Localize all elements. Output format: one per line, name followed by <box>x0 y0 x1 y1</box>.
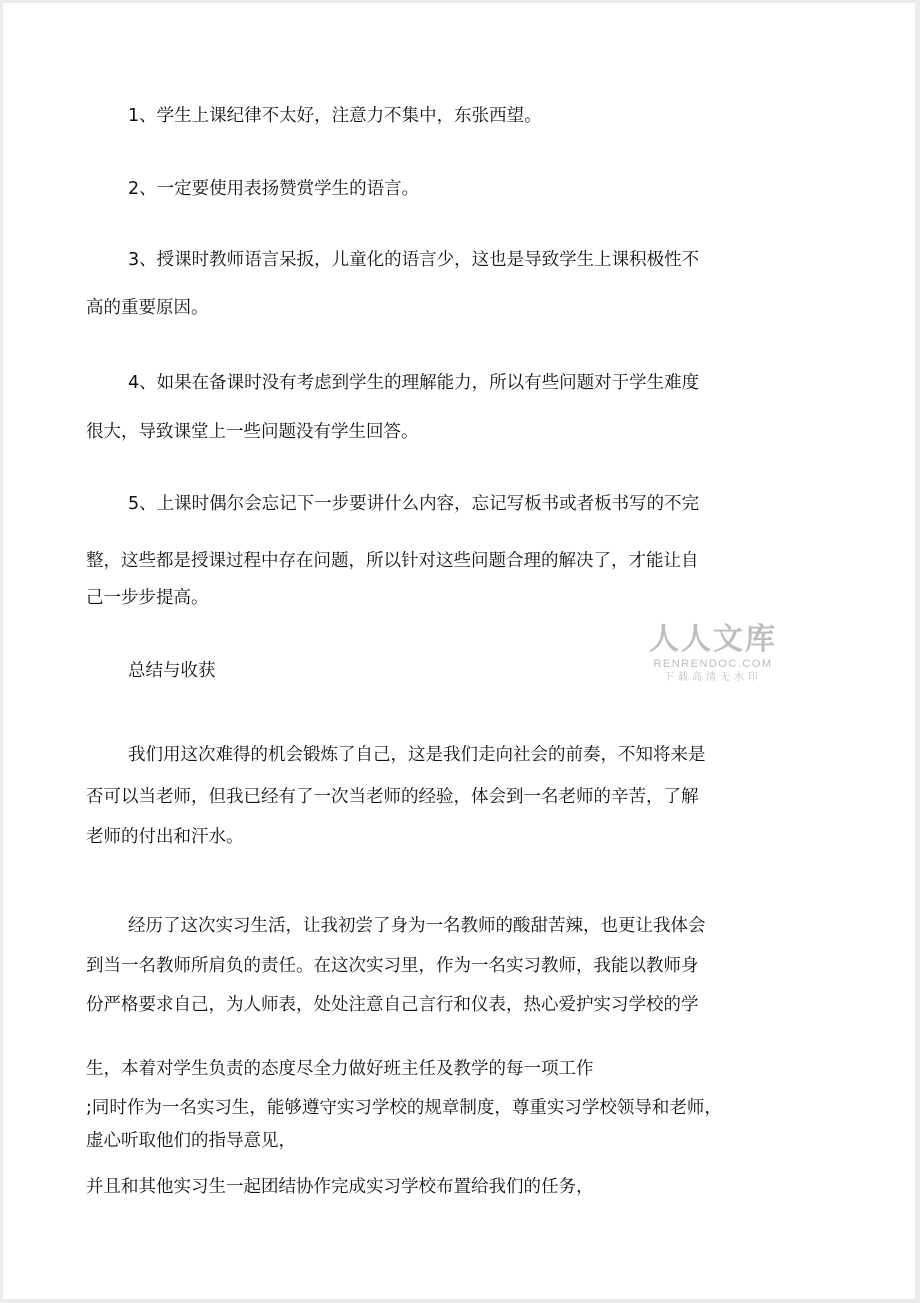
document-page <box>3 3 915 1299</box>
text-line: 经历了这次实习生活，让我初尝了身为一名教师的酸甜苦辣，也更让我体会 <box>128 916 706 936</box>
text-line: 1、学生上课纪律不太好，注意力不集中，东张西望。 <box>128 106 542 126</box>
text-line: 生，本着对学生负责的态度尽全力做好班主任及教学的每一项工作 <box>86 1059 594 1079</box>
text-line: 2、一定要使用表扬赞赏学生的语言。 <box>128 179 420 199</box>
watermark-title: 人人文库 <box>649 622 777 657</box>
text-line: 份严格要求自己，为人师表，处处注意自己言行和仪表，热心爱护实习学校的学 <box>86 995 699 1015</box>
text-line: 否可以当老师，但我已经有了一次当老师的经验，体会到一名老师的辛苦，了解 <box>86 787 699 807</box>
text-line: 5、上课时偶尔会忘记下一步要讲什么内容，忘记写板书或者板书写的不完 <box>128 494 700 514</box>
section-heading: 总结与收获 <box>128 661 216 681</box>
watermark-url: RENRENDOC.COM <box>653 658 773 670</box>
text-line: 并且和其他实习生一起团结协作完成实习学校布置给我们的任务， <box>86 1177 594 1197</box>
text-line: ;同时作为一名实习生，能够遵守实习学校的规章制度，尊重实习学校领导和老师， <box>86 1098 722 1118</box>
text-line: 3、授课时教师语言呆扳，儿童化的语言少，这也是导致学生上课积极性不 <box>128 250 700 270</box>
text-line: 很大，导致课堂上一些问题没有学生回答。 <box>86 422 419 442</box>
text-line: 4、如果在备课时没有考虑到学生的理解能力，所以有些问题对于学生难度 <box>128 373 700 393</box>
text-line: 虚心听取他们的指导意见， <box>86 1131 296 1151</box>
text-line: 老师的付出和汗水。 <box>86 827 244 847</box>
text-line: 整，这些都是授课过程中存在问题，所以针对这些问题合理的解决了，才能让自 <box>86 551 699 571</box>
text-line: 己一步步提高。 <box>86 588 209 608</box>
watermark-subtitle: 下载高清无水印 <box>664 672 762 683</box>
text-line: 我们用这次难得的机会锻炼了自己，这是我们走向社会的前奏，不知将来是 <box>128 745 706 765</box>
watermark <box>643 623 783 685</box>
text-line: 高的重要原因。 <box>86 298 209 318</box>
text-line: 到当一名教师所肩负的责任。在这次实习里，作为一名实习教师，我能以教师身 <box>86 956 699 976</box>
